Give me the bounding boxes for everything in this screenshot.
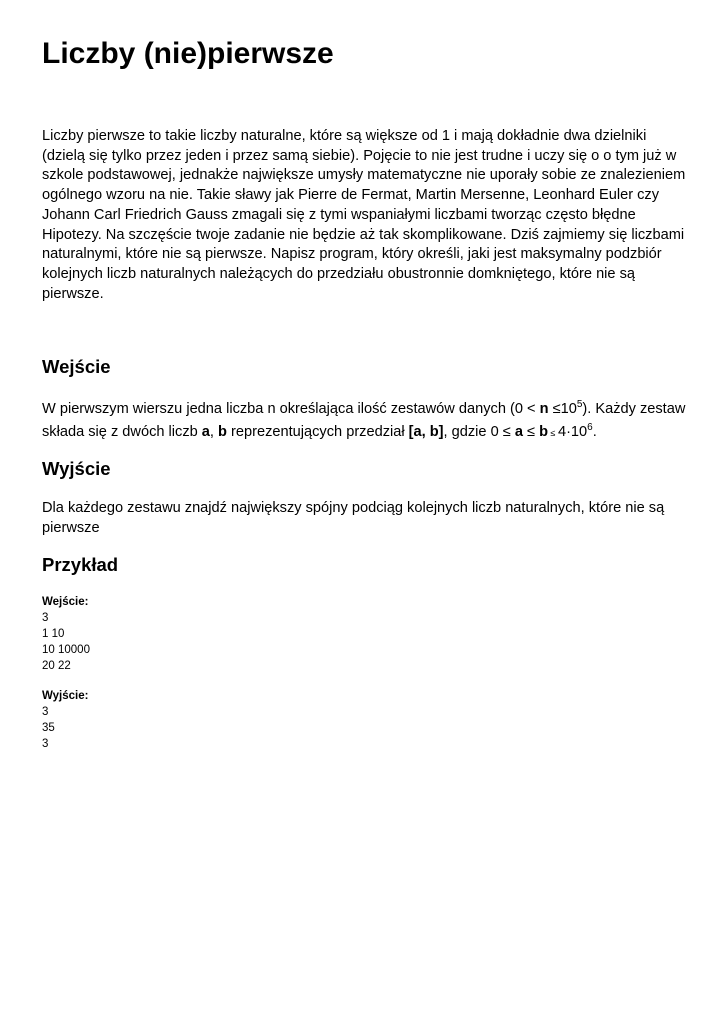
example-output-block	[42, 689, 88, 753]
example-output-line: 3	[42, 705, 49, 718]
example-output-line: 35	[42, 721, 55, 734]
output-heading: Wyjście	[42, 458, 111, 479]
example-input-line: 10 10000	[42, 643, 90, 656]
example-input-line: 3	[42, 611, 49, 624]
example-input-line: 20 22	[42, 659, 71, 672]
intro-paragraph: Liczby pierwsze to takie liczby naturalne, które są większe od 1 i mają dokładnie dwa dzielniki (dzielą się tylko przez jeden i przez samą siebie). Pojęcie to nie jest trudne i uczy się o o tym już w szkole podstawowej, jednakże największe umysły matematyczne nie uporały sobie ze znalezieniem ogólnego wzoru na nie. Takie sławy jak Pierre de Fermat, Martin Mersenne, Leonhard Euler czy Johann Carl Friedrich Gauss zmagali się z tymi wspaniałymi liczbami tworząc często błędne Hipotezy. Na szczęście twoje zadanie nie będzie aż tak skomplikowane. Dziś zajmiemy się liczbami naturalnymi, które nie są pierwsze. Napisz program, który określi, jaki jest maksymalny podzbiór kolejnych liczb naturalnych należących do przedziału obustronnie domkniętego, które nie są pierwsze.	[42, 128, 686, 302]
input-heading: Wejście	[42, 356, 111, 377]
example-heading: Przykład	[42, 554, 119, 575]
page-title: Liczby (nie)pierwsze	[42, 37, 334, 70]
example-input-label: Wejście:	[42, 596, 89, 608]
example-input-line: 1 10	[42, 627, 65, 640]
example-output-label: Wyjście:	[42, 690, 89, 702]
example-output-line: 3	[42, 737, 49, 750]
output-description: Dla każdego zestawu znajdź największy spójny podciąg kolejnych liczb naturalnych, które nie są pierwsze	[42, 500, 665, 536]
example-input-block	[42, 595, 90, 675]
input-description: W pierwszym wierszu jedna liczba n określająca ilość zestawów danych $(0 < n \le 10^5)$. Każdy zestaw składa się z dwóch liczb a, b reprezentujących przedział [a, b], gdzie $0 \le a \le b \le 4\cdot 10^6$.	[42, 399, 686, 440]
